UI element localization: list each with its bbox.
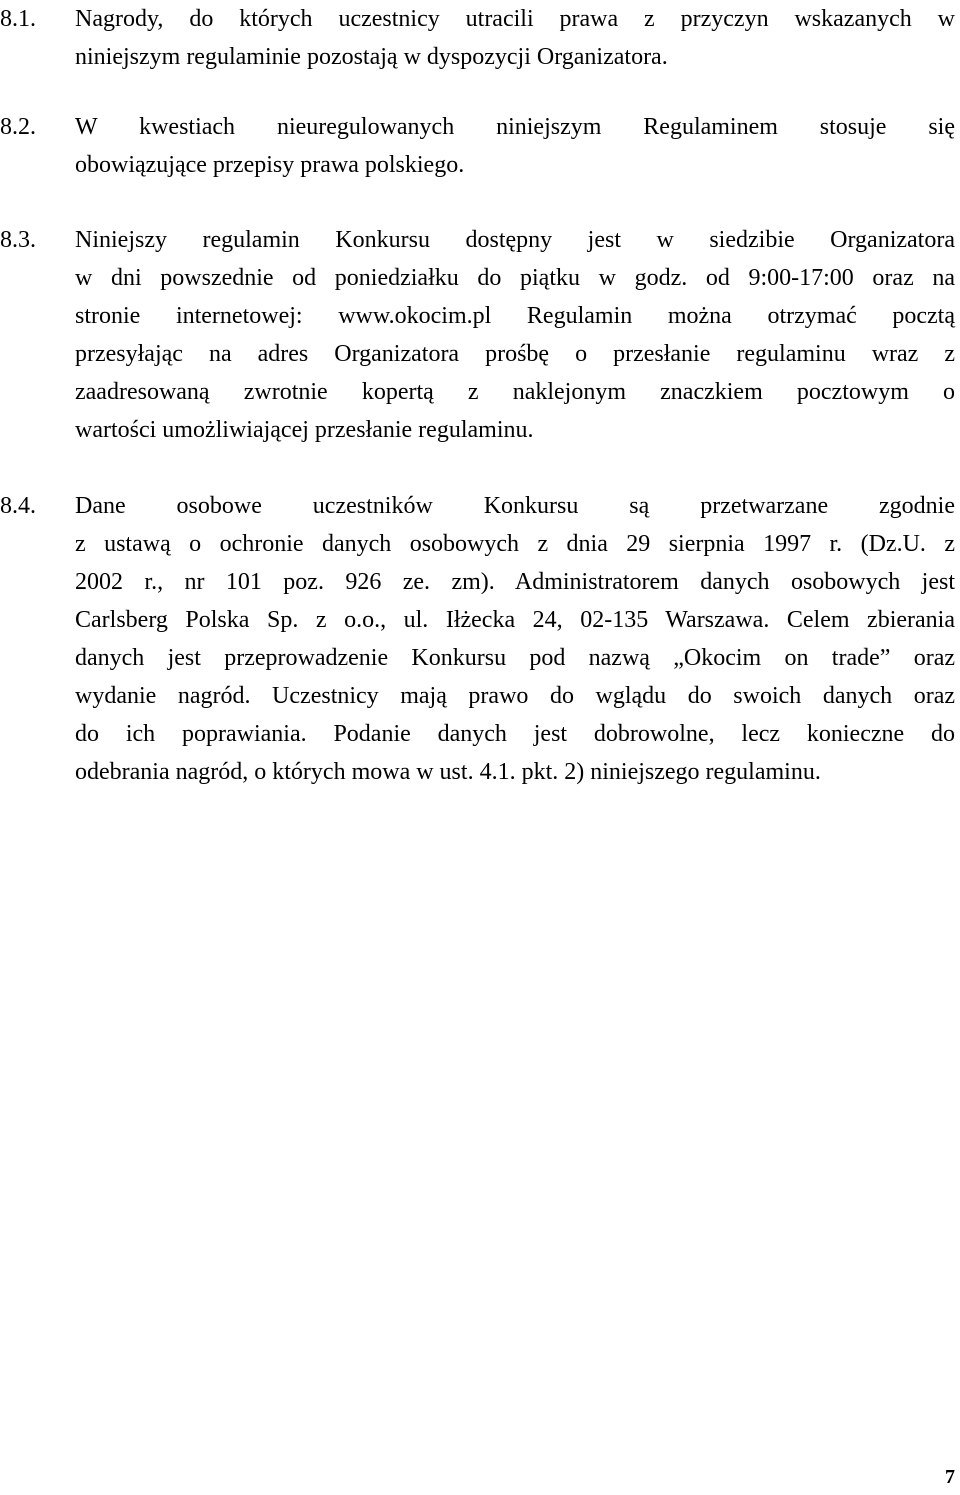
section-text [75, 487, 955, 791]
section-number: 8.3. [0, 227, 36, 253]
text-line: obowiązujące przepisy prawa polskiego. [75, 152, 465, 178]
text-line: Nagrody, do których uczestnicy utracili prawa z przyczyn wskazanych w [75, 6, 955, 32]
section-number: 8.1. [0, 6, 36, 32]
section-number: 8.4. [0, 493, 36, 519]
section-text [75, 0, 955, 76]
text-line: 2002 r., nr 101 poz. 926 ze. zm). Administratorem danych osobowych jest [75, 569, 955, 595]
text-line: do ich poprawiania. Podanie danych jest dobrowolne, lecz konieczne do [75, 721, 955, 747]
text-line: Carlsberg Polska Sp. z o.o., ul. Iłżecka 24, 02-135 Warszawa. Celem zbierania [75, 607, 955, 633]
text-line: Niniejszy regulamin Konkursu dostępny jest w siedzibie Organizatora [75, 227, 955, 253]
page-number: 7 [945, 1466, 955, 1488]
section-number: 8.2. [0, 114, 36, 140]
text-line: stronie internetowej: www.okocim.pl Regulamin można otrzymać pocztą [75, 303, 955, 329]
section-text [75, 221, 955, 449]
text-line: z ustawą o ochronie danych osobowych z dnia 29 sierpnia 1997 r. (Dz.U. z [75, 531, 955, 557]
text-line: w dni powszednie od poniedziałku do piątku w godz. od 9:00-17:00 oraz na [75, 265, 955, 291]
text-line: odebrania nagród, o których mowa w ust. 4.1. pkt. 2) niniejszego regulaminu. [75, 759, 821, 785]
text-line: W kwestiach nieuregulowanych niniejszym Regulaminem stosuje się [75, 114, 955, 140]
text-line: Dane osobowe uczestników Konkursu są przetwarzane zgodnie [75, 493, 955, 519]
text-line: przesyłając na adres Organizatora prośbę o przesłanie regulaminu wraz z [75, 341, 955, 367]
section-text [75, 108, 955, 184]
text-line: zaadresowaną zwrotnie kopertą z naklejonym znaczkiem pocztowym o [75, 379, 955, 405]
text-line: danych jest przeprowadzenie Konkursu pod nazwą „Okocim on trade” oraz [75, 645, 955, 671]
text-line: niniejszym regulaminie pozostają w dyspozycji Organizatora. [75, 44, 668, 70]
text-line: wartości umożliwiającej przesłanie regulaminu. [75, 417, 534, 443]
text-line: wydanie nagród. Uczestnicy mają prawo do wglądu do swoich danych oraz [75, 683, 955, 709]
